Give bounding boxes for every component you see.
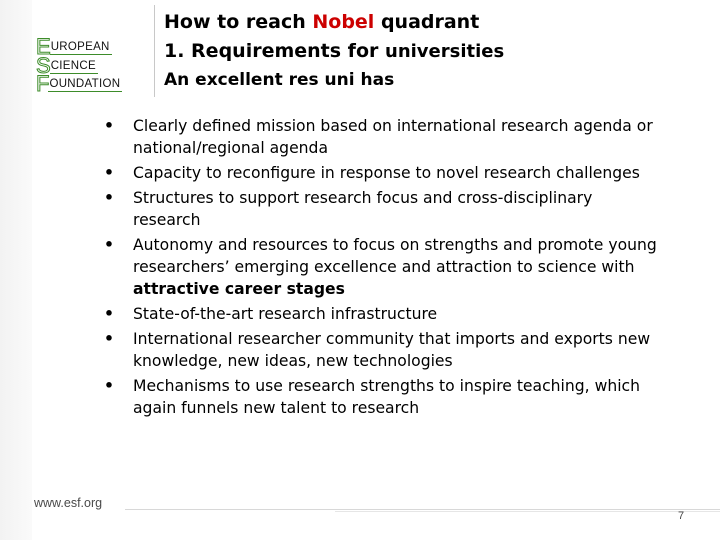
title-line-1-suffix: quadrant	[374, 11, 480, 33]
bullet-item	[104, 187, 664, 231]
logo-word-science: CIENCE	[50, 60, 96, 72]
bullet-text: Mechanisms to use research strengths to inspire teaching, which again funnels new talent to research	[133, 377, 640, 417]
title-line-3: An excellent res uni has	[164, 70, 395, 90]
bullet-dot-icon: •	[104, 377, 114, 395]
title-line-1-prefix: How to reach	[164, 11, 313, 33]
logo-word-european: UROPEAN	[50, 41, 110, 53]
bullet-item	[104, 115, 664, 159]
bullet-text: Capacity to reconfigure in response to novel research challenges	[133, 164, 640, 182]
bullet-dot-icon: •	[104, 164, 114, 182]
bullet-dot-icon: •	[104, 117, 114, 135]
bullet-text: Structures to support research focus and cross-disciplinary research	[133, 189, 593, 229]
bullet-item	[104, 328, 664, 372]
bullet-item	[104, 303, 664, 325]
title-line-2-prefix: 1. Requirements for	[164, 40, 385, 62]
logo-line-foundation	[36, 71, 122, 96]
logo-initial-f: F	[36, 71, 50, 96]
logo-word-foundation: OUNDATION	[49, 78, 121, 90]
left-stripe	[0, 0, 32, 540]
title-line-2	[164, 37, 504, 66]
footer-rule	[125, 509, 720, 510]
logo-initial-s: S	[36, 53, 51, 78]
footer-url: www.esf.org	[34, 496, 103, 510]
title-line-2-suffix: universities	[385, 41, 505, 62]
footer-rule-secondary	[335, 511, 720, 512]
bullet-text: International researcher community that imports and exports new knowledge, new ideas, new technologies	[133, 330, 651, 370]
page-number: 7	[678, 510, 685, 522]
title-line-1	[164, 8, 504, 37]
logo-divider	[154, 5, 155, 97]
bullet-text: Autonomy and resources to focus on strengths and promote young researchers’ emerging excellence and attraction to science with	[133, 236, 657, 276]
bullet-text: State-of-the-art research infrastructure	[133, 305, 438, 323]
bullet-dot-icon: •	[104, 236, 114, 254]
bullet-item	[104, 162, 664, 184]
bullet-dot-icon: •	[104, 189, 114, 207]
logo-initial-e: E	[36, 34, 51, 59]
bullet-text: Clearly defined mission based on international research agenda or national/regional agenda	[133, 117, 653, 157]
bullet-dot-icon: •	[104, 330, 114, 348]
bullet-emphasis: attractive career stages	[133, 280, 345, 298]
bullet-item	[104, 375, 664, 419]
slide-title	[164, 8, 504, 95]
bullet-list	[104, 115, 664, 422]
bullet-dot-icon: •	[104, 305, 114, 323]
esf-logo	[36, 34, 140, 96]
bullet-item	[104, 234, 664, 300]
title-accent-word: Nobel	[312, 11, 375, 33]
